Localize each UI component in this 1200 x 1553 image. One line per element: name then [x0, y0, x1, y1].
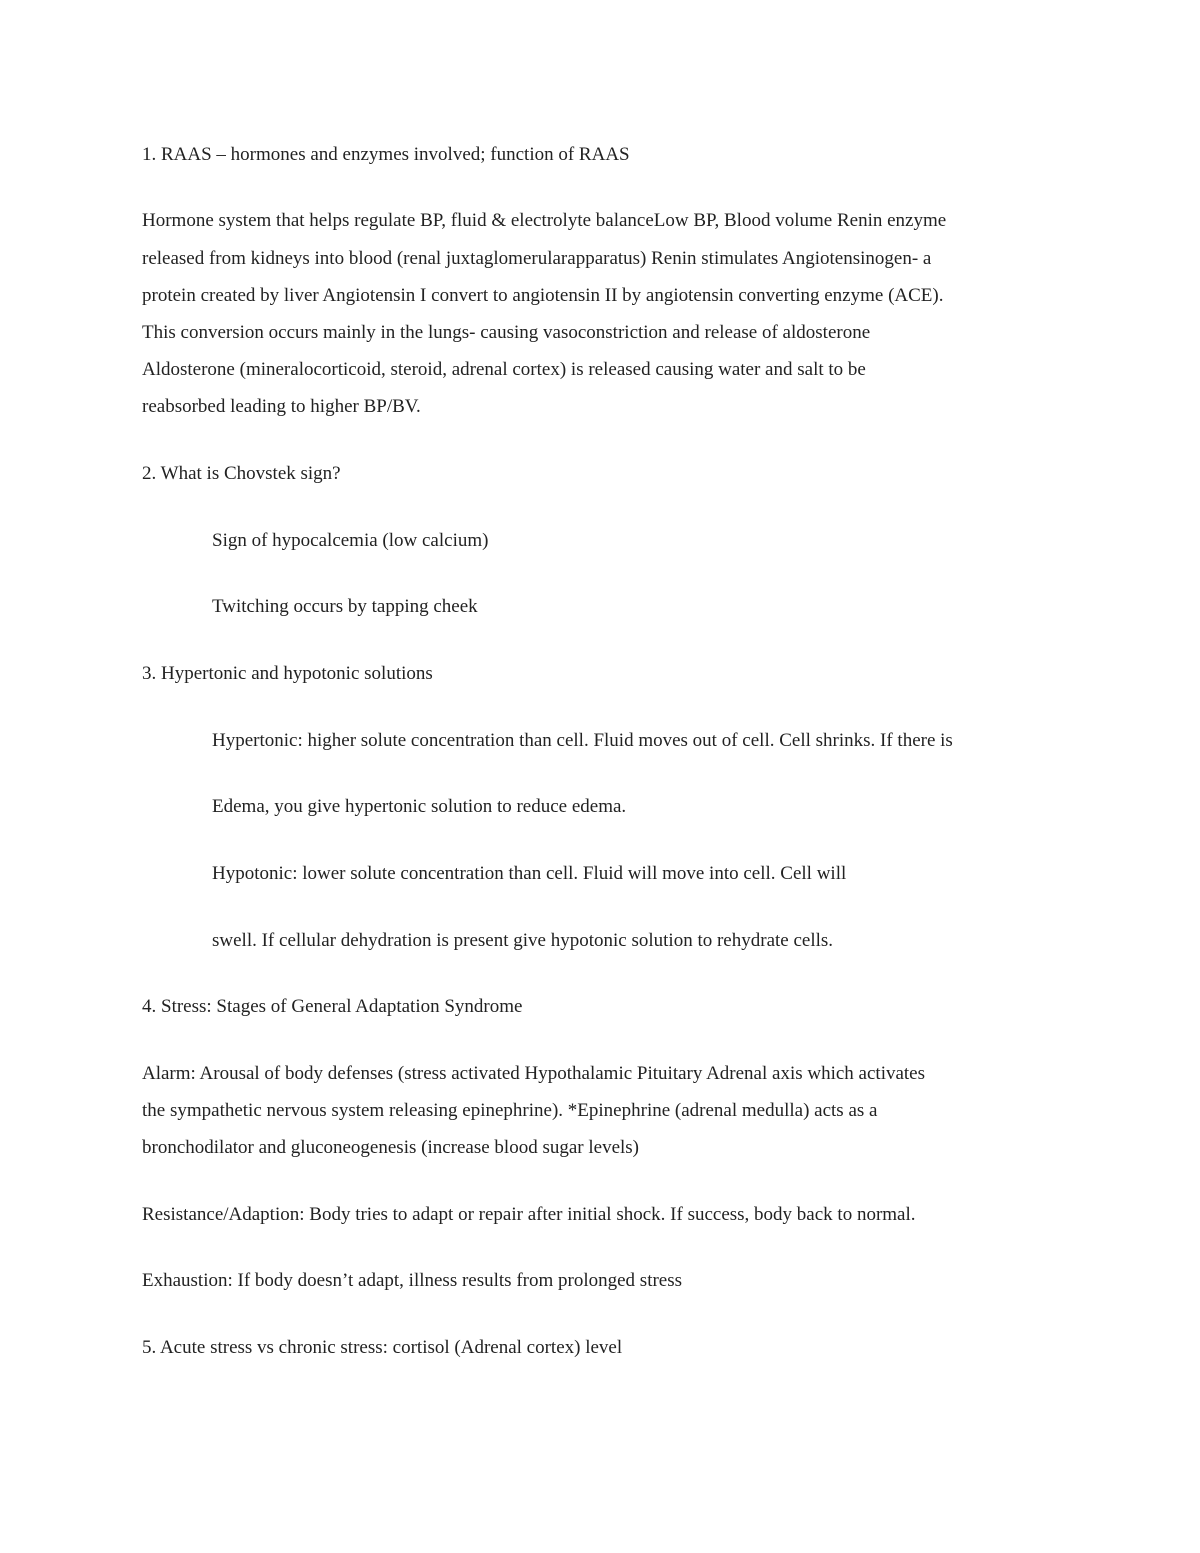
q1-body-line-1: Hormone system that helps regulate BP, fluid & electrolyte balanceLow BP, Blood volume Renin enzyme — [142, 210, 947, 231]
q4-heading: 4. Stress: Stages of General Adaptation Syndrome — [142, 996, 523, 1017]
q2-answer-2: Twitching occurs by tapping cheek — [212, 596, 478, 617]
q3-answer-3: Hypotonic: lower solute concentration than cell. Fluid will move into cell. Cell will — [212, 863, 847, 884]
q5-heading: 5. Acute stress vs chronic stress: cortisol (Adrenal cortex) level — [142, 1337, 623, 1358]
q1-heading: 1. RAAS – hormones and enzymes involved; function of RAAS — [142, 144, 630, 165]
q4-alarm-line-1: Alarm: Arousal of body defenses (stress activated Hypothalamic Pituitary Adrenal axis which activates — [142, 1063, 926, 1084]
q1-body-line-2: released from kidneys into blood (renal juxtaglomerularapparatus) Renin stimulates Angiotensinogen- a — [142, 248, 932, 269]
q3-answer-1: Hypertonic: higher solute concentration than cell. Fluid moves out of cell. Cell shrinks. If there is — [212, 730, 953, 751]
q2-heading: 2. What is Chovstek sign? — [142, 463, 341, 484]
q4-alarm-line-3: bronchodilator and gluconeogenesis (increase blood sugar levels) — [142, 1137, 640, 1158]
q3-heading: 3. Hypertonic and hypotonic solutions — [142, 663, 433, 684]
q2-answer-1: Sign of hypocalcemia (low calcium) — [212, 530, 489, 551]
q1-body-line-5: Aldosterone (mineralocorticoid, steroid, adrenal cortex) is released causing water and salt to be — [142, 359, 866, 380]
q4-resistance: Resistance/Adaption: Body tries to adapt or repair after initial shock. If success, body back to normal. — [142, 1204, 916, 1225]
q3-answer-4: swell. If cellular dehydration is present give hypotonic solution to rehydrate cells. — [212, 930, 834, 951]
q1-body-line-4: This conversion occurs mainly in the lungs- causing vasoconstriction and release of aldosterone — [142, 322, 871, 343]
q4-exhaustion: Exhaustion: If body doesn’t adapt, illness results from prolonged stress — [142, 1270, 683, 1291]
q1-body-line-3: protein created by liver Angiotensin I convert to angiotensin II by angiotensin converting enzyme (ACE). — [142, 285, 944, 306]
q1-body-line-6: reabsorbed leading to higher BP/BV. — [142, 396, 421, 417]
q4-alarm-line-2: the sympathetic nervous system releasing epinephrine). *Epinephrine (adrenal medulla) acts as a — [142, 1100, 878, 1121]
q3-answer-2: Edema, you give hypertonic solution to reduce edema. — [212, 796, 627, 817]
